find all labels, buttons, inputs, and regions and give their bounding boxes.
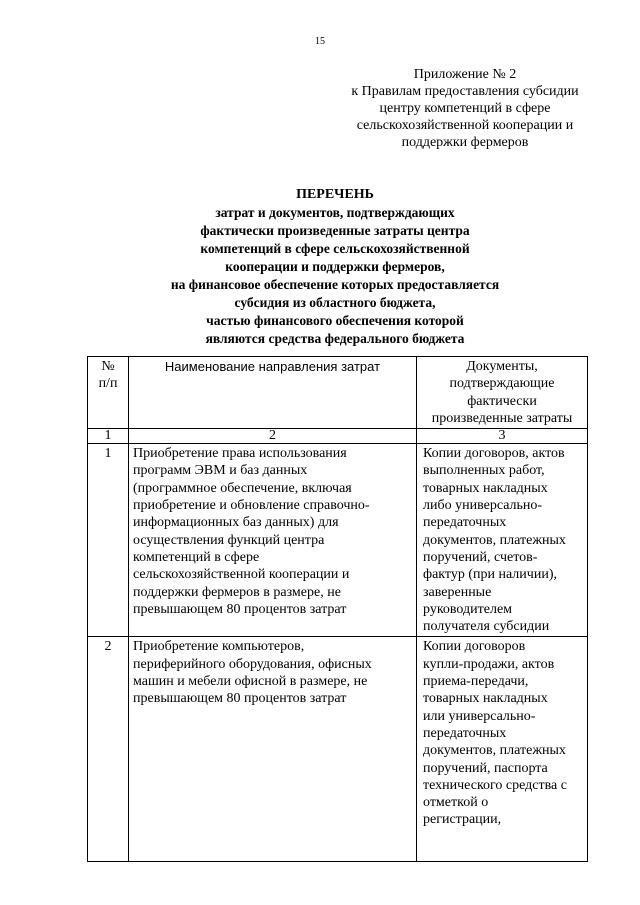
row-name-line: компетенций в сфере: [133, 549, 260, 565]
header-num-line: п/п: [98, 376, 118, 392]
row-docs-line: или универсально-: [423, 708, 536, 724]
row-name-line: превышающем 80 процентов затрат: [133, 601, 347, 617]
title-line: на финансовое обеспечение которых предоставляется: [170, 277, 500, 292]
row-name-line: Приобретение компьютеров,: [133, 639, 305, 655]
costs-table: [87, 356, 588, 862]
header-docs-line: фактически: [467, 393, 537, 409]
column-number-row: [88, 429, 588, 444]
row-docs-line: руководителем: [423, 601, 513, 617]
row-name-line: приобретение и обновление справочно-: [133, 498, 370, 514]
row-docs-line: поручений, паспорта: [423, 760, 548, 776]
column-number: 3: [417, 429, 588, 444]
title-line: субсидия из областного бюджета,: [234, 295, 436, 310]
row-docs-line: Копии договоров, актов: [423, 446, 565, 462]
title-heading: ПЕРЕЧЕНЬ: [296, 187, 374, 202]
appendix-line: центру компетенций в сфере: [379, 101, 551, 116]
column-number: 1: [88, 429, 129, 444]
row-name-line: периферийного оборудования, офисных: [133, 656, 372, 672]
appendix-line: к Правилам предоставления субсидии: [351, 84, 579, 99]
row-name-line: программ ЭВМ и баз данных: [133, 463, 308, 479]
row-docs-line: отметкой о: [423, 795, 489, 811]
row-docs-line: Копии договоров: [423, 639, 526, 655]
row-docs: [417, 637, 588, 862]
appendix-line: сельскохозяйственной кооперации и: [356, 118, 574, 133]
row-name-line: превышающем 80 процентов затрат: [133, 691, 347, 707]
row-docs-line: поручений, счетов-: [423, 549, 538, 565]
row-name-line: информационных баз данных) для: [133, 515, 339, 531]
document-title: [100, 186, 570, 348]
row-docs-line: заверенные: [423, 584, 492, 600]
row-docs-line: документов, платежных: [423, 532, 566, 548]
row-docs-line: получателя субсидии: [423, 619, 550, 635]
row-number: 1: [88, 444, 129, 637]
row-name-line: Приобретение права использования: [133, 446, 347, 462]
title-line: кооперации и поддержки фермеров,: [225, 259, 445, 274]
row-docs-line: выполненных работ,: [423, 463, 545, 479]
row-docs-line: либо универсально-: [423, 498, 543, 514]
header-docs: [417, 357, 588, 429]
header-num-line: №: [101, 359, 115, 374]
header-num: [88, 357, 129, 429]
row-docs-line: передаточных: [423, 725, 507, 741]
appendix-line: Приложение № 2: [413, 67, 517, 82]
column-number: 2: [129, 429, 417, 444]
row-docs-line: купли-продажи, актов: [423, 656, 555, 672]
table-row: [88, 444, 588, 637]
page-number: 15: [315, 36, 325, 47]
row-docs-line: передаточных: [423, 515, 507, 531]
row-name-line: (программное обеспечение, включая: [133, 480, 352, 496]
row-docs-line: документов, платежных: [423, 743, 566, 759]
header-docs-line: Документы,: [466, 359, 538, 374]
row-docs-line: фактур (при наличии),: [423, 567, 557, 583]
header-docs-line: произведенные затраты: [431, 410, 573, 426]
header-name: Наименование направления затрат: [129, 357, 417, 429]
row-name-line: поддержки фермеров в размере, не: [133, 584, 341, 600]
appendix-block: [330, 66, 600, 151]
row-name-line: осуществления функций центра: [133, 532, 325, 548]
row-docs-line: технического средства с: [423, 777, 567, 793]
row-docs-line: товарных накладных: [423, 480, 548, 496]
title-line: компетенций в сфере сельскохозяйственной: [200, 241, 470, 256]
row-name-line: машин и мебели офисной в размере, не: [133, 674, 368, 690]
row-docs: [417, 444, 588, 637]
table-header-row: [88, 357, 588, 429]
table-row: [88, 637, 588, 862]
title-line: затрат и документов, подтверждающих: [215, 205, 455, 220]
header-docs-line: подтверждающие: [449, 376, 555, 392]
row-name-line: сельскохозяйственной кооперации и: [133, 567, 350, 583]
appendix-line: поддержки фермеров: [401, 135, 529, 150]
row-name: [129, 444, 417, 637]
row-name: [129, 637, 417, 862]
row-docs-line: регистрации,: [423, 812, 502, 828]
title-line: фактически произведенные затраты центра: [200, 223, 470, 238]
row-docs-line: приема-передачи,: [423, 674, 529, 690]
row-number: 2: [88, 637, 129, 862]
title-line: являются средства федерального бюджета: [205, 331, 465, 346]
row-docs-line: товарных накладных: [423, 691, 548, 707]
title-line: частью финансового обеспечения которой: [206, 313, 464, 328]
